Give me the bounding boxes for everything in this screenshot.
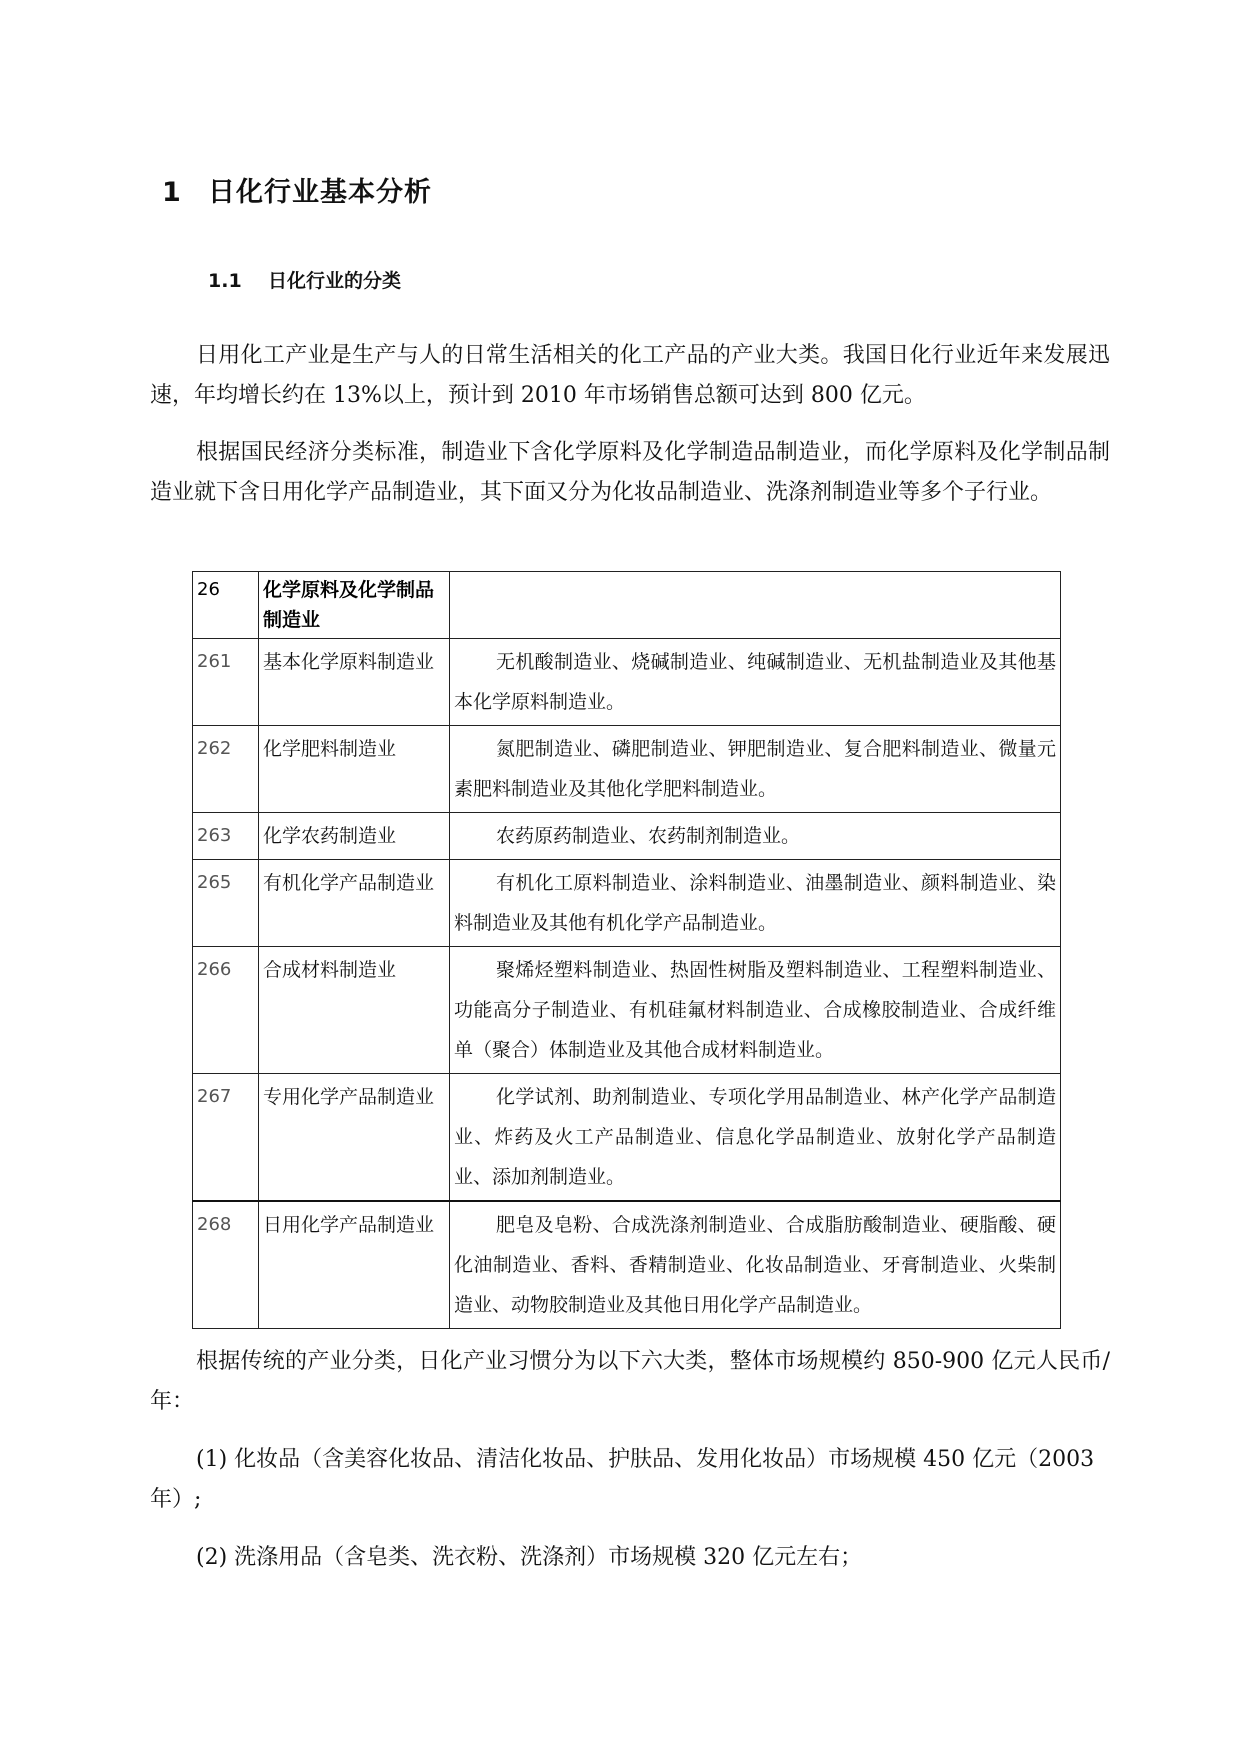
row-code: 263: [193, 813, 259, 860]
header-code: 26: [193, 572, 259, 639]
list-item: (1) 化妆品（含美容化妆品、清洁化妆品、护肤品、发用化妆品）市场规模 450 亿元（2003 年）;: [150, 1447, 1095, 1512]
table-row: [193, 860, 1061, 947]
row-desc: 农药原药制造业、农药制剂制造业。: [450, 813, 1061, 860]
section-title: 日化行业基本分析: [208, 177, 432, 208]
row-code: 267: [193, 1074, 259, 1202]
row-name: 专用化学产品制造业: [259, 1074, 450, 1202]
row-desc: 无机酸制造业、烧碱制造业、纯碱制造业、无机盐制造业及其他基本化学原料制造业。: [450, 639, 1061, 726]
table-row: [193, 1074, 1061, 1202]
row-code: 262: [193, 726, 259, 813]
subsection-heading: [208, 266, 401, 293]
section-heading: [162, 170, 432, 209]
row-name: 基本化学原料制造业: [259, 639, 450, 726]
table-header-row: [193, 572, 1061, 639]
section-number: 1: [162, 177, 182, 208]
row-code: 265: [193, 860, 259, 947]
row-desc: 聚烯烃塑料制造业、热固性树脂及塑料制造业、工程塑料制造业、功能高分子制造业、有机硅氟材料制造业、合成橡胶制造业、合成纤维单（聚合）体制造业及其他合成材料制造业。: [450, 947, 1061, 1074]
table-row: [193, 726, 1061, 813]
header-name: 化学原料及化学制品制造业: [259, 572, 450, 639]
paragraph-intro: 日用化工产业是生产与人的日常生活相关的化工产品的产业大类。我国日化行业近年来发展迅速，年均增长约在 13%以上，预计到 2010 年市场销售总额可达到 800 亿元。: [150, 343, 1110, 408]
row-name: 合成材料制造业: [259, 947, 450, 1074]
row-name: 日用化学产品制造业: [259, 1201, 450, 1329]
row-code: 266: [193, 947, 259, 1074]
table-row: [193, 947, 1061, 1074]
row-code: 261: [193, 639, 259, 726]
list-item: (2) 洗涤用品（含皂类、洗衣粉、洗涤剂）市场规模 320 亿元左右；: [196, 1545, 863, 1570]
row-desc: 有机化工原料制造业、涂料制造业、油墨制造业、颜料制造业、染料制造业及其他有机化学产品制造业。: [450, 860, 1061, 947]
table-row: [193, 813, 1061, 860]
row-name: 化学农药制造业: [259, 813, 450, 860]
subsection-number: 1.1: [208, 270, 242, 292]
row-code: 268: [193, 1201, 259, 1329]
subsection-title: 日化行业的分类: [268, 270, 402, 292]
row-name: 化学肥料制造业: [259, 726, 450, 813]
row-desc: 氮肥制造业、磷肥制造业、钾肥制造业、复合肥料制造业、微量元素肥料制造业及其他化学肥料制造业。: [450, 726, 1061, 813]
row-desc: 化学试剂、助剂制造业、专项化学用品制造业、林产化学产品制造业、炸药及火工产品制造业、信息化学品制造业、放射化学产品制造业、添加剂制造业。: [450, 1074, 1061, 1202]
paragraph-classification: 根据国民经济分类标准，制造业下含化学原料及化学制造品制造业，而化学原料及化学制品制造业就下含日用化学产品制造业，其下面又分为化妆品制造业、洗涤剂制造业等多个子行业。: [150, 440, 1110, 505]
industry-classification-table: [192, 571, 1061, 1329]
table-row: [193, 1201, 1061, 1329]
header-desc: [450, 572, 1061, 639]
paragraph-market-size: 根据传统的产业分类，日化产业习惯分为以下六大类，整体市场规模约 850-900 亿元人民币/年：: [150, 1349, 1110, 1414]
row-desc: 肥皂及皂粉、合成洗涤剂制造业、合成脂肪酸制造业、硬脂酸、硬化油制造业、香料、香精制造业、化妆品制造业、牙膏制造业、火柴制造业、动物胶制造业及其他日用化学产品制造业。: [450, 1201, 1061, 1329]
row-name: 有机化学产品制造业: [259, 860, 450, 947]
table-row: [193, 639, 1061, 726]
